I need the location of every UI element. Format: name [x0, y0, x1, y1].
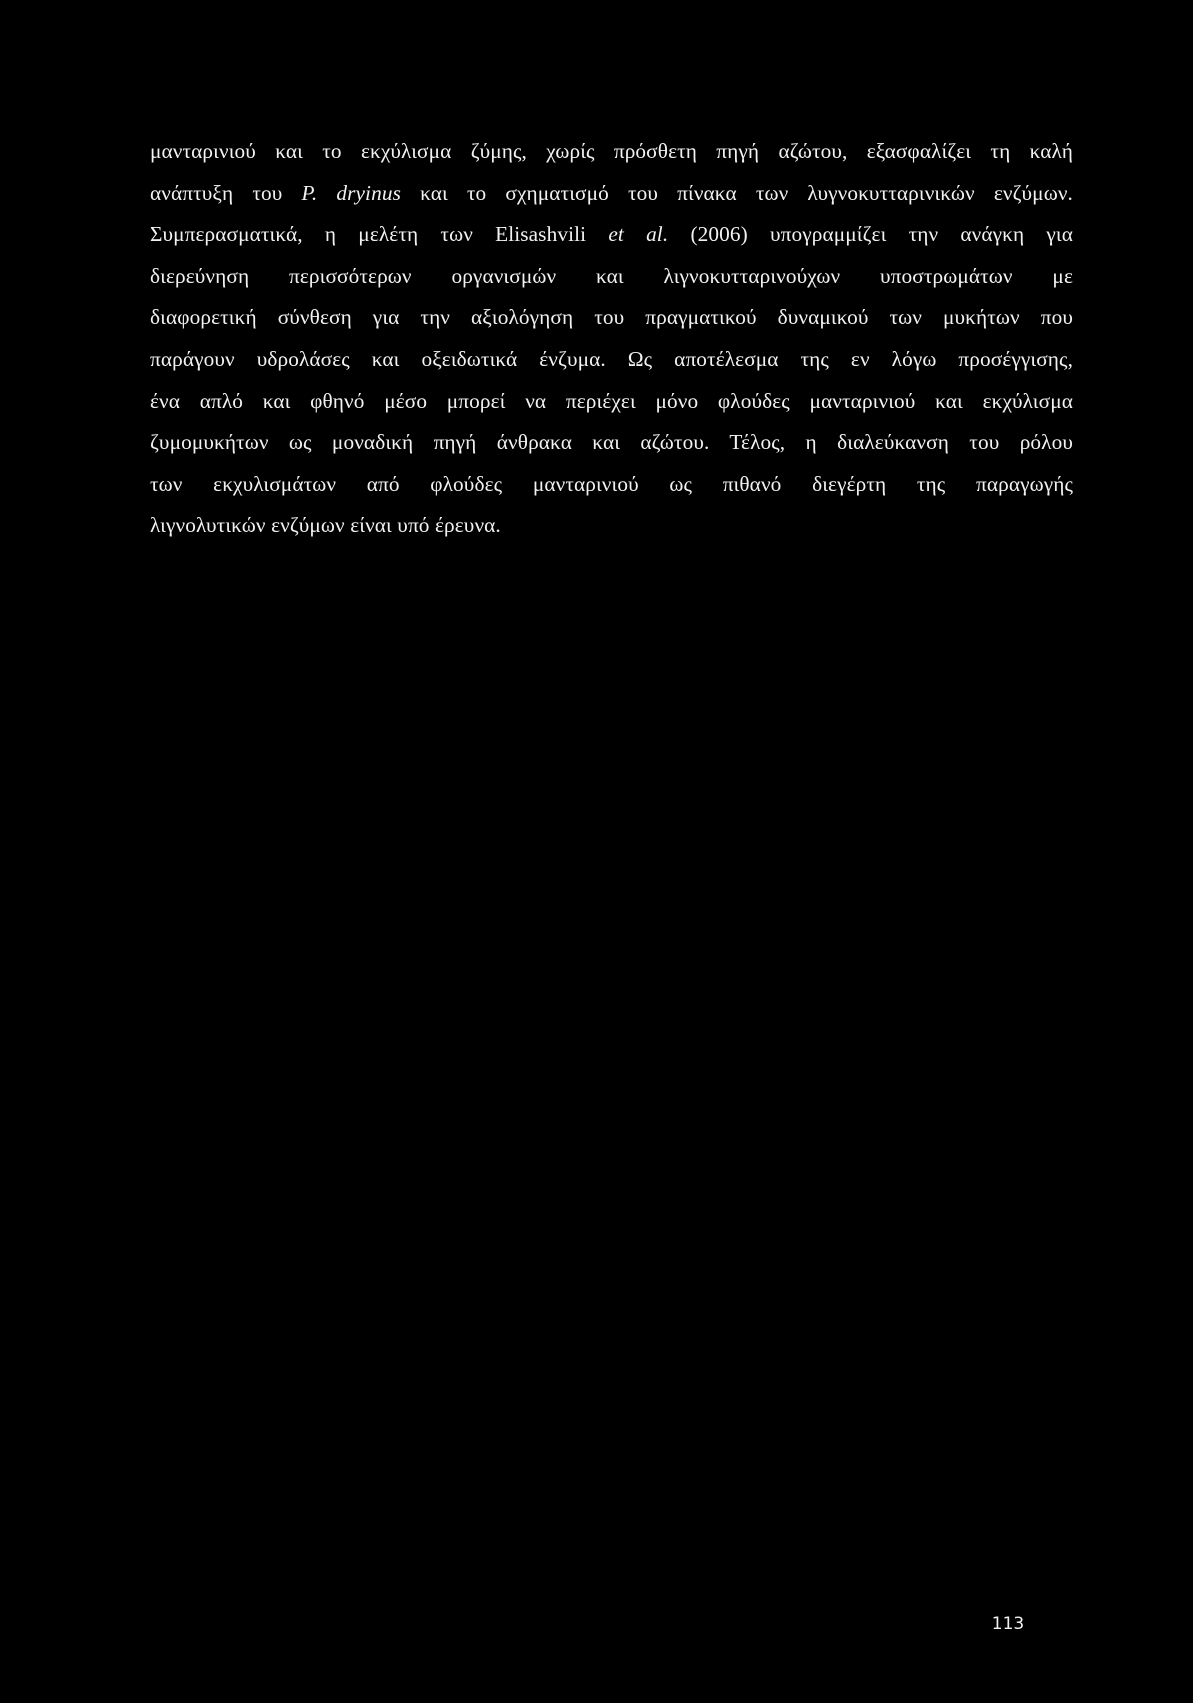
italic-text-segment: et al.	[608, 222, 669, 247]
text-line	[150, 173, 1073, 215]
page-number: 113	[991, 1614, 1025, 1634]
text-line	[150, 214, 1073, 256]
text-segment: ένα απλό και φθηνό μέσο μπορεί να περιέχει μόνο φλούδες μανταρινιού και εκχύλισμα	[150, 388, 1073, 413]
text-segment: των εκχυλισμάτων από φλούδες μανταρινιού ως πιθανό διεγέρτη της παραγωγής	[150, 471, 1073, 496]
text-line	[150, 464, 1073, 506]
text-segment: και το σχηματισμό του πίνακα των λυγνοκυτταρινικών ενζύμων.	[400, 180, 1073, 205]
text-segment: διαφορετική σύνθεση για την αξιολόγηση του πραγματικού δυναμικού των μυκήτων που	[150, 305, 1073, 330]
text-line	[150, 422, 1073, 464]
text-line	[150, 339, 1073, 381]
text-line	[150, 256, 1073, 298]
text-line	[150, 131, 1073, 173]
text-segment: λιγνολυτικών ενζύμων είναι υπό έρευνα.	[150, 513, 501, 538]
text-segment: μανταρινιού και το εκχύλισμα ζύμης, χωρίς πρόσθετη πηγή αζώτου, εξασφαλίζει τη καλή	[150, 139, 1073, 163]
text-segment: παράγουν υδρολάσες και οξειδωτικά ένζυμα. Ως αποτέλεσμα της εν λόγω προσέγγισης,	[150, 346, 1073, 371]
text-line	[150, 381, 1073, 423]
text-segment: ανάπτυξη του	[150, 180, 302, 205]
text-segment: (2006) υπογραμμίζει την ανάγκη για	[668, 222, 1073, 247]
body-paragraph	[150, 131, 1073, 547]
italic-text-segment: P. dryinus	[301, 180, 401, 205]
text-segment: ζυμομυκήτων ως μοναδική πηγή άνθρακα και αζώτου. Τέλος, η διαλεύκανση του ρόλου	[150, 430, 1073, 455]
text-segment: Συμπερασματικά, η μελέτη των Elisashvili	[150, 222, 609, 247]
text-line	[150, 505, 1073, 547]
text-segment: διερεύνηση περισσότερων οργανισμών και λιγνοκυτταρινούχων υποστρωμάτων με	[150, 263, 1073, 288]
text-line	[150, 297, 1073, 339]
